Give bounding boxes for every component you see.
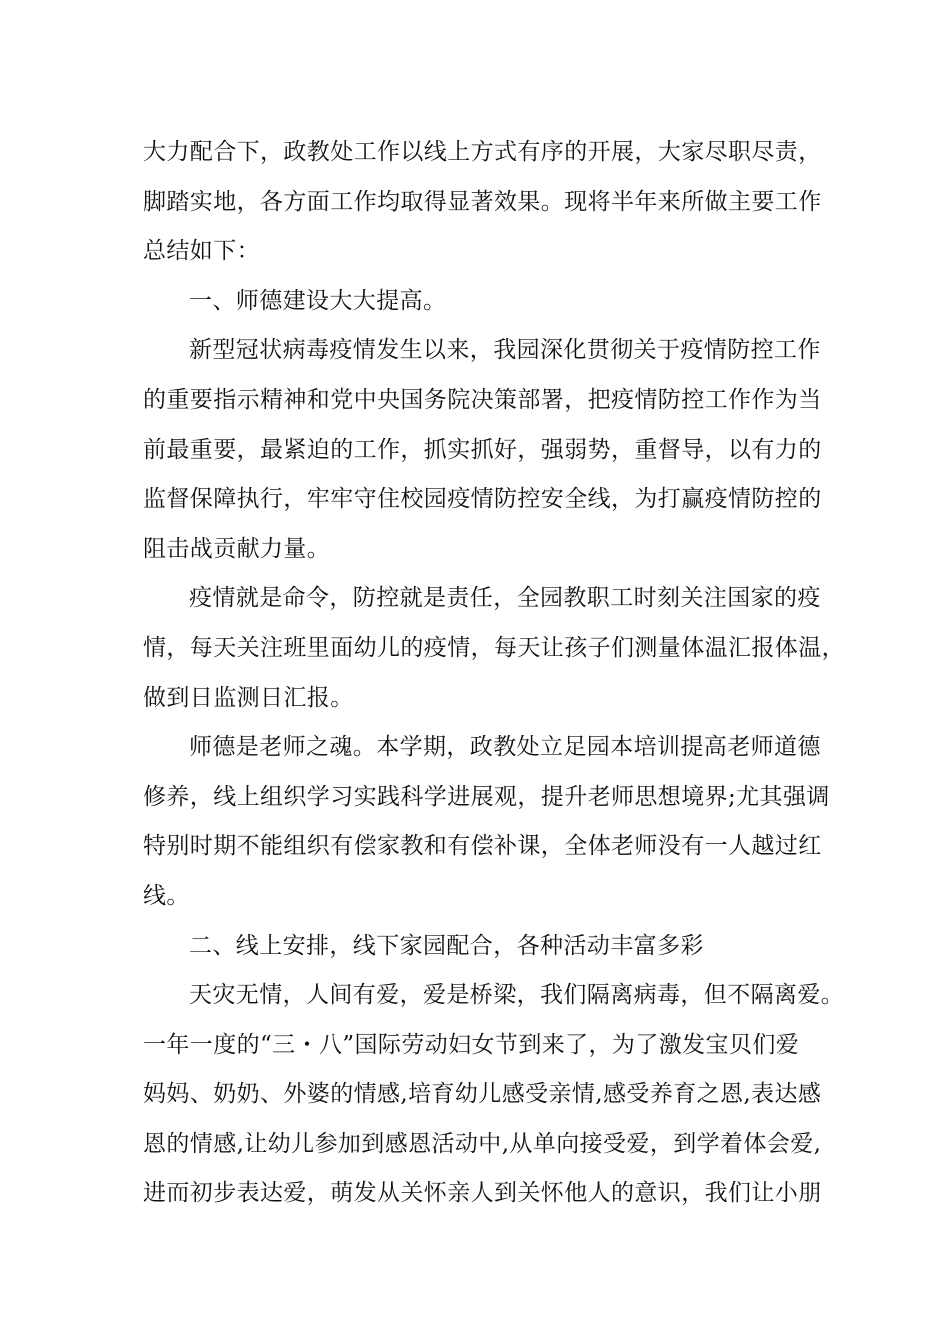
text-line: 修养，线上组织学习实践科学进展观，提升老师思想境界;尤其强调	[143, 783, 830, 810]
text-line: 天灾无情，人间有爱，爱是桥梁，我们隔离病毒，但不隔离爱。	[189, 982, 845, 1009]
text-line: 线。	[143, 882, 190, 909]
text-line: 一年一度的“三・八”国际劳动妇女节到来了，为了激发宝贝们爱	[143, 1031, 800, 1058]
text-line: 监督保障执行，牢牢守住校园疫情防控安全线，为打赢疫情防控的	[143, 486, 822, 513]
text-line: 大力配合下，政教处工作以线上方式有序的开展，大家尽职尽责，	[143, 139, 822, 165]
text-line: 疫情就是命令，防控就是责任，全园教职工时刻关注国家的疫	[189, 585, 821, 612]
text-line: 做到日监测日汇报。	[143, 684, 354, 711]
text-line: 特别时期不能组织有偿家教和有偿补课，全体老师没有一人越过红	[143, 833, 822, 860]
section-heading: 一、师德建设大大提高。	[189, 287, 447, 314]
text-line: 总结如下：	[143, 238, 260, 265]
text-line: 师德是老师之魂。本学期，政教处立足园本培训提高老师道德	[189, 734, 821, 761]
text-line: 脚踏实地，各方面工作均取得显著效果。现将半年来所做主要工作	[143, 188, 822, 215]
text-line: 的重要指示精神和党中央国务院决策部署，把疫情防控工作作为当	[143, 386, 822, 413]
text-line: 进而初步表达爱，萌发从关怀亲人到关怀他人的意识，我们让小朋	[143, 1180, 822, 1207]
document-body	[143, 128, 845, 1219]
text-line: 阻击战贡献力量。	[143, 535, 331, 562]
text-line: 新型冠状病毒疫情发生以来，我园深化贯彻关于疫情防控工作	[189, 337, 821, 364]
text-line: 情，每天关注班里面幼儿的疫情，每天让孩子们测量体温汇报体温，	[143, 634, 845, 661]
section-heading: 二、线上安排，线下家园配合，各种活动丰富多彩	[189, 932, 704, 959]
text-line: 妈妈、奶奶、外婆的情感,培育幼儿感受亲情,感受养育之恩,表达感	[143, 1081, 822, 1108]
text-line: 前最重要，最紧迫的工作，抓实抓好，强弱势，重督导，以有力的	[143, 436, 822, 463]
text-line: 恩的情感,让幼儿参加到感恩活动中,从单向接受爱，到学着体会爱,	[143, 1130, 822, 1157]
